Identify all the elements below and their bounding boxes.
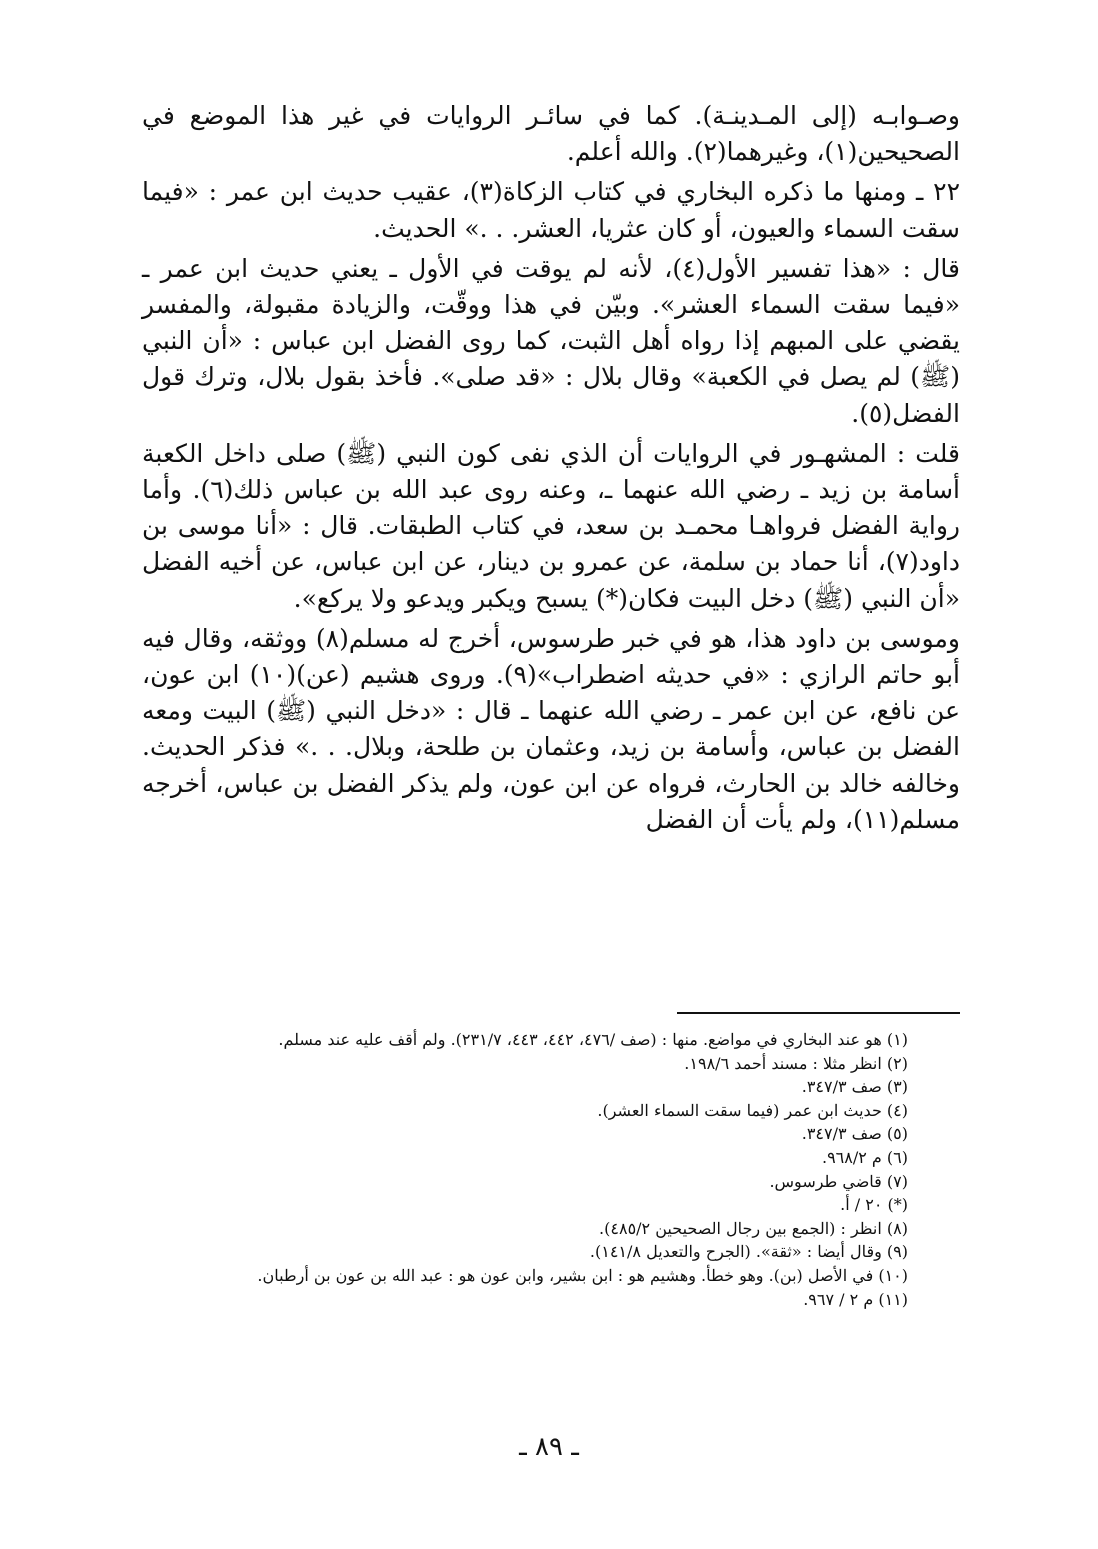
footnote-separator xyxy=(677,1012,960,1014)
footnote-5: (٥) صف ٣٤٧/٣. xyxy=(801,1124,908,1144)
footnote-2: (٢) انظر مثلا : مسند أحمد ١٩٨/٦. xyxy=(684,1053,908,1073)
footnote-11: (١١) م ٢ / ٩٦٧. xyxy=(803,1289,908,1309)
paragraph-1: وصـوابـه (إلى المـدينـة). كما في سائـر الروايات في غير هذا الموضع في الصحيحين(١)، وغيرهما(٢). والله أعلم. xyxy=(142,101,960,167)
footnote-1: (١) هو عند البخاري في مواضع. منها : (صف /٤٧٦، ٤٤٢، ٤٤٣، ٢٣١/٧). ولم أقف عليه عند مسلم. xyxy=(278,1030,908,1049)
footnote-star: (*) ٢٠ / أ. xyxy=(840,1195,908,1215)
footnotes xyxy=(178,1028,908,1311)
footnote-7: (٧) قاضي طرسوس. xyxy=(769,1171,908,1191)
page-number: ـ ٨٩ ـ xyxy=(519,1432,579,1462)
paragraph-4: قلت : المشهـور في الروايات أن الذي نفى كون النبي (ﷺ) صلى داخل الكعبة أسامة بن زيد ـ رضي الله عنهما ـ، وعنه روى عبد الله بن عباس ذلك(٦). وأما رواية الفضل فرواهـا محمـد بن سعد، في كتاب الطبقات. قال : «أنا موسى بن داود(٧)، أنا حماد بن سلمة، عن عمرو بن دينار، عن ابن عباس، عن أخيه الفضل «أن النبي (ﷺ) دخل البيت فكان(*) يسبح ويكبر ويدعو ولا يركع». xyxy=(142,438,960,613)
footnote-10: (١٠) في الأصل (بن). وهو خطأ. وهشيم هو : ابن بشير، وابن عون هو : عبد الله بن عون بن أرطبان. xyxy=(257,1265,908,1285)
paragraph-5: وموسى بن داود هذا، هو في خبر طرسوس، أخرج له مسلم(٨) ووثقه، وقال فيه أبو حاتم الرازي : «في حديثه اضطراب»(٩). وروى هشيم (عن)(١٠) ابن عون، عن نافع، عن ابن عمر ـ رضي الله عنهما ـ قال : «دخل النبي (ﷺ) البيت ومعه الفضل بن عباس، وأسامة بن زيد، وعثمان بن طلحة، وبلال. . .» فذكر الحديث. وخالفه خالد بن الحارث، فرواه عن ابن عون، ولم يذكر الفضل بن عباس، أخرجه مسلم(١١)، ولم يأت أن الفضل xyxy=(142,623,961,834)
main-text xyxy=(142,98,960,842)
paragraph-3: قال : «هذا تفسير الأول(٤)، لأنه لم يوقت في الأول ـ يعني حديث ابن عمر ـ «فيما سقت السماء العشر». وبيّن في هذا ووقّت، والزيادة مقبولة، والمفسر يقضي على المبهم إذا رواه أهل الثبت، كما روى الفضل ابن عباس : «أن النبي (ﷺ) لم يصل في الكعبة» وقال بلال : «قد صلى». فأخذ بقول بلال، وترك قول الفضل(٥). xyxy=(142,253,960,428)
paragraph-2: ٢٢ ـ ومنها ما ذكره البخاري في كتاب الزكاة(٣)، عقيب حديث ابن عمر : «فيما سقت السماء والعيون، أو كان عثريا، العشر. . .» الحديث. xyxy=(142,177,960,243)
footnote-4: (٤) حديث ابن عمر (فيما سقت السماء العشر). xyxy=(597,1100,908,1120)
footnote-3: (٣) صف ٣٤٧/٣. xyxy=(801,1077,908,1097)
footnote-8: (٨) انظر : (الجمع بين رجال الصحيحين ٤٨٥/٢). xyxy=(599,1218,908,1238)
footnote-9: (٩) وقال أيضا : «ثقة». (الجرح والتعديل ١٤١/٨). xyxy=(589,1242,908,1262)
footnote-6: (٦) م ٩٦٨/٢. xyxy=(821,1147,908,1167)
